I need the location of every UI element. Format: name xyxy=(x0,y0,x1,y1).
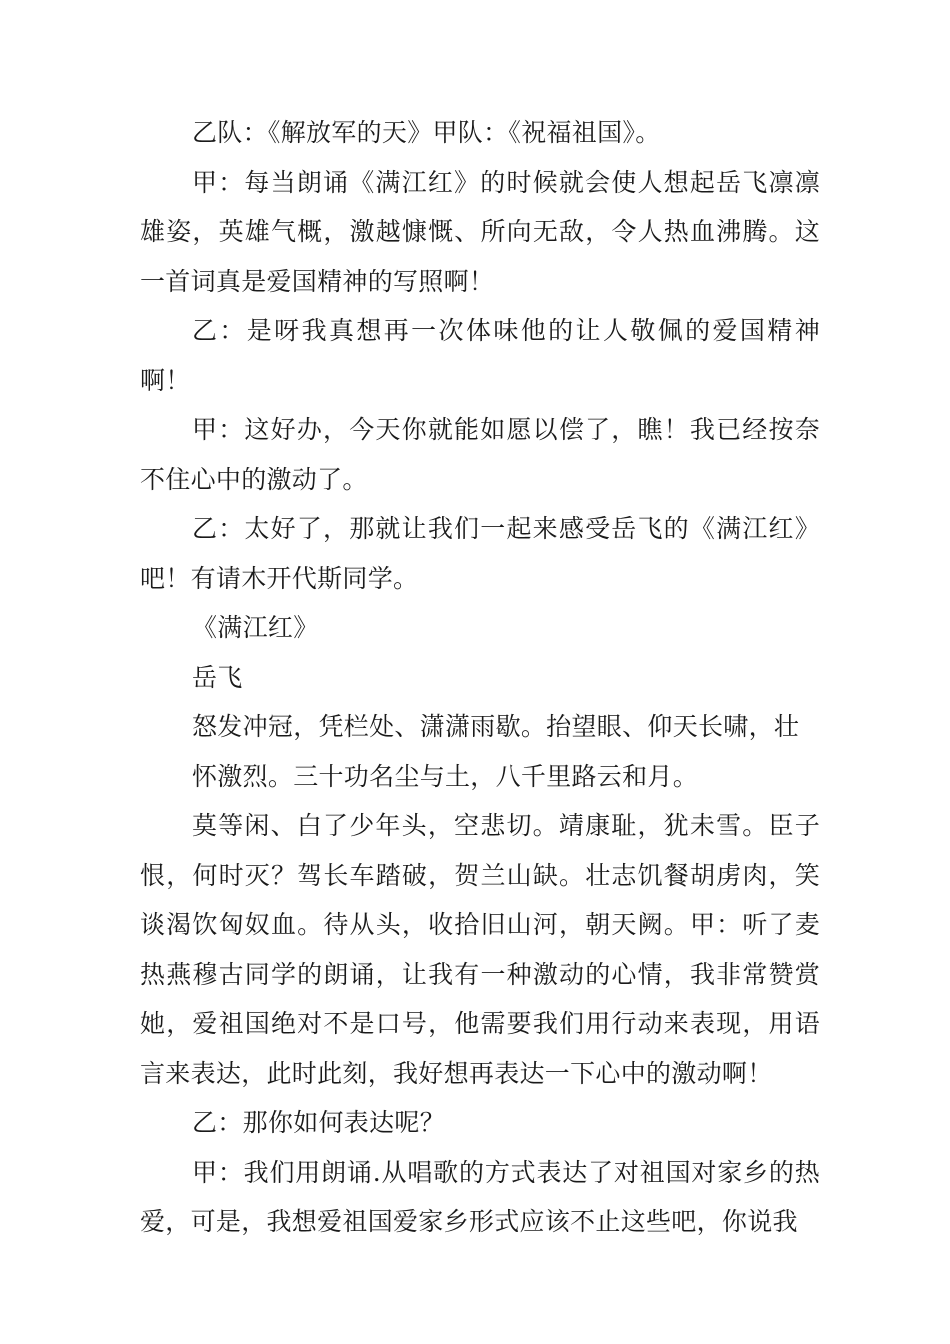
paragraph: 乙：太好了，那就让我们一起来感受岳飞的《满江红》吧！有请木开代斯同学。 xyxy=(140,514,820,593)
paragraph: 莫等闲、白了少年头，空悲切。靖康耻，犹未雪。臣子恨，何时灭？驾长车踏破，贺兰山缺。壮志饥餐胡虏肉，笑谈渴饮匈奴血。待从头，收拾旧山河，朝天阙。甲：听了麦热燕穆古同学的朗诵，让我有一种激动的心情，我非常赞赏她，爱祖国绝对不是口号，他需要我们用行动来表现，用语言来表达，此时此刻，我好想再表达一下心中的激动啊！ xyxy=(140,811,820,1088)
paragraph: 乙：是呀我真想再一次体味他的让人敬佩的爱国精神啊！ xyxy=(140,316,820,395)
poem-author: 岳飞 xyxy=(192,662,243,692)
poem-line: 怒发冲冠，凭栏处、潇潇雨歇。抬望眼、仰天长啸，壮 xyxy=(192,712,800,741)
paragraph: 甲：每当朗诵《满江红》的时候就会使人想起岳飞凛凛雄姿，英雄气概，激越慷慨、所向无敌，令人热血沸腾。这一首词真是爱国精神的写照啊！ xyxy=(140,167,820,296)
paragraph: 甲：我们用朗诵.从唱歌的方式表达了对祖国对家乡的热爱，可是，我想爱祖国爱家乡形式应该不止这些吧，你说我 xyxy=(140,1157,820,1236)
paragraph: 乙队：《解放军的天》甲队：《祝福祖国》。 xyxy=(192,118,661,147)
paragraph: 乙：那你如何表达呢？ xyxy=(192,1108,446,1137)
poem-line: 怀激烈。三十功名尘与土，八千里路云和月。 xyxy=(192,761,699,791)
paragraph: 甲：这好办，今天你就能如愿以偿了，瞧！我已经按奈不住心中的激动了。 xyxy=(140,415,820,494)
document-body xyxy=(140,108,820,1247)
poem-title: 《满江红》 xyxy=(192,613,319,642)
